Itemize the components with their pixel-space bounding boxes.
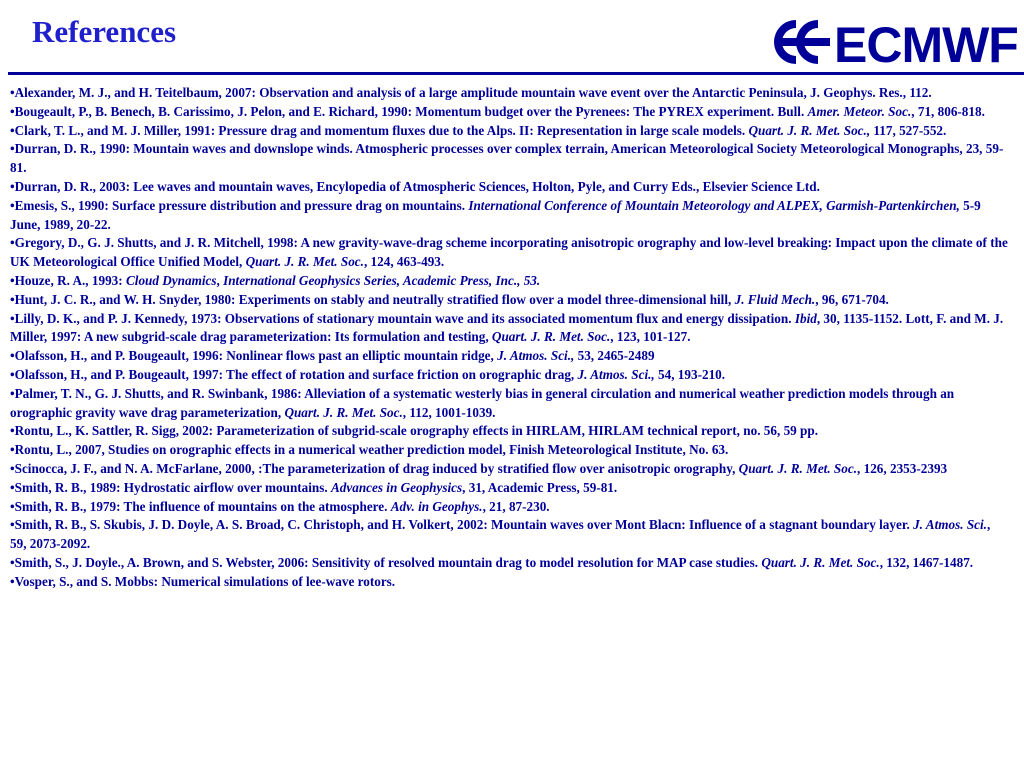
reference-text: •Olafsson, H., and P. Bougeault, 1997: The effect of rotation and surface friction on orographic drag, — [10, 366, 578, 382]
reference-text: 53, 2465-2489 — [574, 348, 655, 364]
logo-text: ECMWF — [834, 17, 1018, 72]
reference-text: •Bougeault, P., B. Benech, B. Carissimo, J. Pelon, and E. Richard, 1990: Momentum budget over the Pyrenees: The PYREX experiment. Bull. — [10, 103, 808, 119]
reference-journal: Ibid — [794, 310, 817, 326]
reference-journal: Quart. J. R. Met. Soc. — [761, 554, 880, 570]
reference-text: 117, 527-552. — [870, 122, 947, 138]
reference-item — [10, 122, 1010, 141]
ecmwf-logo — [764, 12, 1024, 72]
reference-journal: Cloud Dynamics — [125, 272, 217, 288]
reference-item — [10, 103, 1010, 122]
reference-text: , 30, 1135-1152. Lott, F. and M. J. Miller, 1997: A new subgrid-scale drag parameterization: Its formulation and testing, — [10, 310, 1004, 345]
reference-text: , 96, 671-704. — [815, 291, 889, 307]
reference-journal: Quart. J. R. Met. Soc. — [284, 404, 403, 420]
reference-item — [10, 366, 1010, 385]
reference-journal: International Geophysics Series, Academic Press, Inc., 53. — [223, 272, 541, 288]
reference-text: 54, 193-210. — [654, 366, 726, 382]
reference-text: •Palmer, T. N., G. J. Shutts, and R. Swinbank, 1986: Alleviation of a systematic westerly bias in general circulation and numerical weather prediction models through an orographic gravity wave drag parameterization, — [10, 385, 955, 420]
reference-journal: Amer. Meteor. Soc. — [807, 103, 912, 119]
reference-item — [10, 479, 1010, 498]
reference-journal: Adv. in Geophys. — [390, 498, 483, 514]
reference-text: •Durran, D. R., 1990: Mountain waves and downslope winds. Atmospheric processes over complex terrain, American Meteorological Society Meteorological Monographs, 23, 59-81. — [10, 141, 1004, 176]
reference-item — [10, 441, 1010, 460]
reference-text: •Olafsson, H., and P. Bougeault, 1996: Nonlinear flows past an elliptic mountain ridge, — [10, 348, 498, 364]
reference-journal: J. Atmos. Sci., — [577, 366, 655, 382]
reference-text: •Smith, R. B., 1979: The influence of mountains on the atmosphere. — [10, 498, 391, 514]
reference-item — [10, 460, 1010, 479]
reference-item — [10, 422, 1010, 441]
reference-text: •Smith, R. B., 1989: Hydrostatic airflow over mountains. — [10, 479, 331, 495]
reference-text: , 21, 87-230. — [482, 498, 550, 514]
page-title: References — [32, 14, 177, 49]
reference-text: , 126, 2353-2393 — [857, 460, 948, 476]
reference-journal: Quart. J. R. Met. Soc. — [738, 460, 858, 476]
reference-item — [10, 554, 1010, 573]
reference-item — [10, 84, 1010, 103]
reference-text: •Clark, T. L., and M. J. Miller, 1991: Pressure drag and momentum fluxes due to the Alps. II: Representation in large scale models. — [10, 122, 749, 138]
reference-item — [10, 197, 1010, 235]
reference-text: , — [216, 272, 224, 288]
reference-item — [10, 178, 1010, 197]
reference-item — [10, 234, 1010, 272]
reference-text: •Lilly, D. K., and P. J. Kennedy, 1973: Observations of stationary mountain wave and its associated momentum flux and energy dissipation. — [10, 310, 795, 326]
reference-text: •Houze, R. A., 1993: — [10, 272, 126, 288]
reference-text: •Gregory, D., G. J. Shutts, and J. R. Mitchell, 1998: A new gravity-wave-drag scheme incorporating anisotropic orography and low-level breaking: Impact upon the climate of the UK Meteorological Office Unified Model, — [10, 235, 1008, 270]
reference-journal: Quart. J. R. Met. Soc., — [748, 122, 871, 138]
reference-text: •Rontu, L., K. Sattler, R. Sigg, 2002: Parameterization of subgrid-scale orography effects in HIRLAM, HIRLAM technical report, no. 56, 59 pp. — [10, 423, 819, 439]
reference-text: , 124, 463-493. — [363, 254, 445, 270]
reference-text: , 112, 1001-1039. — [402, 404, 496, 420]
reference-item — [10, 385, 1010, 423]
reference-journal: Advances in Geophysics — [331, 479, 463, 495]
reference-journal: International Conference of Mountain Meteorology and ALPEX, Garmish-Partenkirchen, — [468, 197, 960, 213]
reference-journal: Quart. J. R. Met. Soc. — [245, 254, 364, 270]
reference-list — [10, 84, 1010, 592]
reference-item — [10, 573, 1010, 592]
reference-journal: J. Atmos. Sci., — [497, 348, 575, 364]
reference-text: •Rontu, L., 2007, Studies on orographic effects in a numerical weather prediction model, Finish Meteorological Institute, No. 63. — [10, 442, 729, 458]
reference-text: , 71, 806-818. — [911, 103, 985, 119]
reference-journal: Quart. J. R. Met. Soc. — [491, 329, 611, 345]
reference-text: •Hunt, J. C. R., and W. H. Snyder, 1980: Experiments on stably and neutrally stratified flow over a model three-dimensional hill, — [10, 291, 735, 307]
reference-text: •Emesis, S., 1990: Surface pressure distribution and pressure drag on mountains. — [10, 197, 469, 213]
reference-text: , 132, 1467-1487. — [879, 554, 974, 570]
reference-text: , 59, 2073-2092. — [10, 517, 991, 552]
reference-item — [10, 272, 1010, 291]
reference-text: •Scinocca, J. F., and N. A. McFarlane, 2000, :The parameterization of drag induced by stratified flow over anisotropic orography, — [10, 460, 739, 476]
reference-item — [10, 310, 1010, 348]
reference-text: •Smith, S., J. Doyle., A. Brown, and S. Webster, 2006: Sensitivity of resolved mountain drag to model resolution for MAP case studies. — [10, 554, 762, 570]
reference-text: 5-9 June, 1989, 20-22. — [10, 197, 981, 232]
reference-item — [10, 347, 1010, 366]
title-divider — [8, 72, 1024, 75]
reference-text: , 123, 101-127. — [610, 329, 691, 345]
reference-journal: J. Fluid Mech. — [734, 291, 816, 307]
reference-item — [10, 140, 1010, 178]
reference-text: •Vosper, S., and S. Mobbs: Numerical simulations of lee-wave rotors. — [10, 573, 396, 589]
reference-text: •Smith, R. B., S. Skubis, J. D. Doyle, A. S. Broad, C. Christoph, and H. Volkert, 2002: Mountain waves over Mont Blacn: Influence of a stagnant boundary layer. — [10, 517, 914, 533]
reference-text: •Durran, D. R., 2003: Lee waves and mountain waves, Encylopedia of Atmospheric Sciences, Holton, Pyle, and Curry Eds., Elsevier Science Ltd. — [10, 178, 820, 194]
reference-journal: J. Atmos. Sci. — [913, 517, 987, 533]
reference-text: •Alexander, M. J., and H. Teitelbaum, 2007: Observation and analysis of a large amplitude mountain wave event over the Antarctic Peninsula, J. Geophys. Res., 112. — [10, 85, 932, 100]
reference-text: , 31, Academic Press, 59-81. — [462, 479, 618, 495]
reference-item — [10, 498, 1010, 517]
reference-item — [10, 516, 1010, 554]
reference-item — [10, 291, 1010, 310]
